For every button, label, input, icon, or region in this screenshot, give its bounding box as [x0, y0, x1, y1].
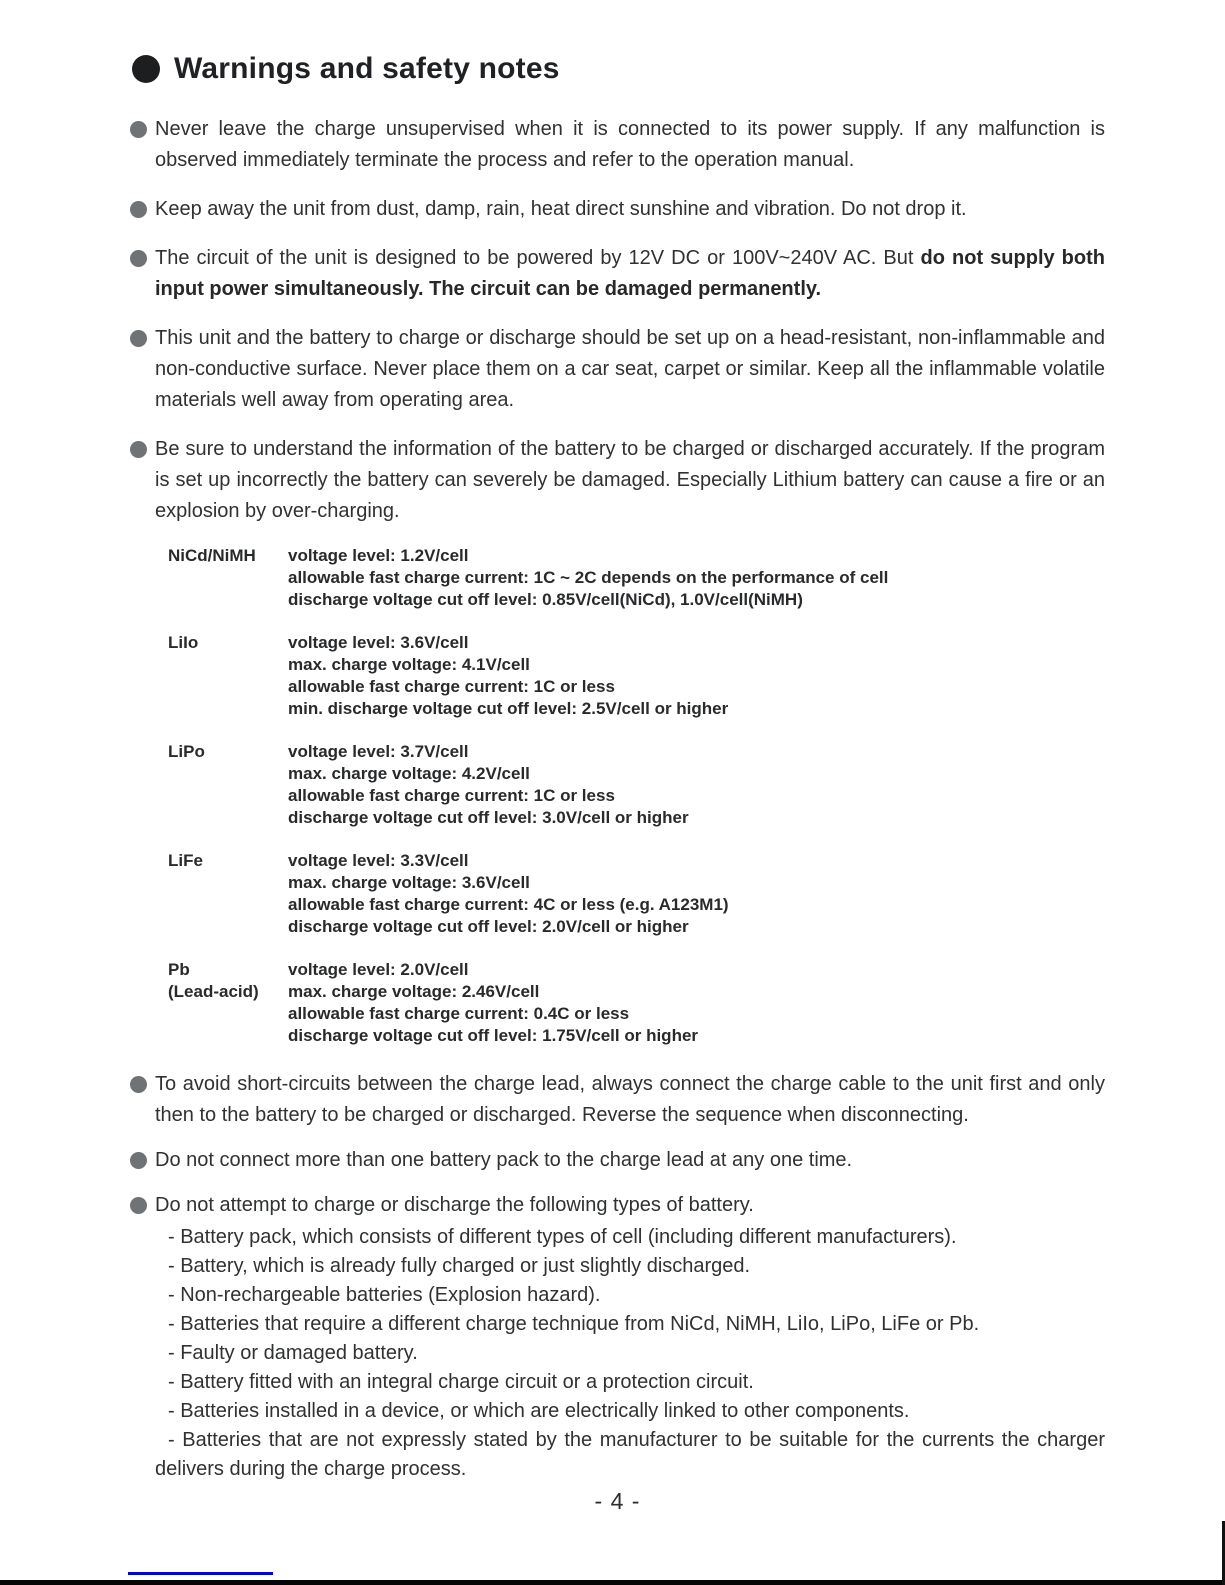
- spec-line: max. charge voltage: 4.2V/cell: [288, 764, 530, 783]
- spec-line: voltage level: 3.7V/cell: [288, 742, 469, 761]
- battery-spec-list: [168, 545, 1105, 1047]
- bullet-icon: [130, 121, 147, 138]
- battery-spec-nicd-nimh: [168, 545, 1105, 611]
- battery-spec-lines: [288, 850, 1105, 938]
- bullet-icon: [130, 201, 147, 218]
- warning-item: [130, 1069, 1105, 1131]
- spec-line: voltage level: 1.2V/cell: [288, 546, 469, 565]
- bullet-icon: [130, 1076, 147, 1093]
- bullet-icon: [130, 330, 147, 347]
- spec-line: discharge voltage cut off level: 3.0V/cell or higher: [288, 808, 689, 827]
- list-item: - Battery, which is already fully charged or just slightly discharged.: [168, 1255, 751, 1277]
- warning-text: Be sure to understand the information of the battery to be charged or discharged accurately. If the program is set up incorrectly the battery can severely be damaged. Especially Lithium battery can cause a fire or an explosion by over-charging.: [155, 438, 1105, 522]
- battery-spec-pb: [168, 959, 1105, 1047]
- warning-text-normal: The circuit of the unit is designed to be powered by 12V DC or 100V~240V AC. But: [155, 247, 921, 269]
- battery-type-label: [168, 632, 288, 720]
- spec-line: voltage level: 2.0V/cell: [288, 960, 469, 979]
- list-item: - Battery fitted with an integral charge circuit or a protection circuit.: [168, 1371, 754, 1393]
- warning-text: Never leave the charge unsupervised when it is connected to its power supply. If any malfunction is observed immediately terminate the process and refer to the operation manual.: [155, 118, 1105, 171]
- bullet-icon: [130, 441, 147, 458]
- bullet-icon: [130, 1197, 147, 1214]
- spec-line: max. charge voltage: 3.6V/cell: [288, 873, 530, 892]
- warning-text: Keep away the unit from dust, damp, rain, heat direct sunshine and vibration. Do not drop it.: [155, 198, 967, 220]
- spec-line: discharge voltage cut off level: 2.0V/cell or higher: [288, 917, 689, 936]
- spec-line: allowable fast charge current: 1C ~ 2C depends on the performance of cell: [288, 568, 889, 587]
- spec-line: allowable fast charge current: 0.4C or less: [288, 1004, 630, 1023]
- list-item: - Batteries that require a different charge technique from NiCd, NiMH, LiIo, LiPo, LiFe or Pb.: [168, 1313, 980, 1335]
- warning-text: To avoid short-circuits between the charge lead, always connect the charge cable to the unit first and only then to the battery to be charged or discharged. Reverse the sequence when disconnecting.: [155, 1073, 1105, 1126]
- battery-spec-lines: [288, 959, 1105, 1047]
- page-content: [130, 52, 1105, 1515]
- spec-line: allowable fast charge current: 1C or less: [288, 786, 615, 805]
- battery-type: NiCd/NiMH: [168, 546, 256, 565]
- warning-text: [155, 243, 1105, 305]
- battery-spec-lines: [288, 545, 1105, 611]
- battery-type: LiFe: [168, 851, 203, 870]
- list-item: - Batteries that are not expressly stated by the manufacturer to be suitable for the currents the charger delivers during the charge process.: [155, 1429, 1105, 1480]
- battery-type-label: [168, 545, 288, 611]
- restricted-battery-list: [155, 1223, 1105, 1484]
- battery-type: LiIo: [168, 633, 199, 652]
- battery-spec-lines: [288, 632, 1105, 720]
- spec-line: allowable fast charge current: 4C or less (e.g. A123M1): [288, 895, 729, 914]
- battery-spec-liio: [168, 632, 1105, 720]
- list-item: - Non-rechargeable batteries (Explosion hazard).: [168, 1284, 601, 1306]
- spec-line: discharge voltage cut off level: 1.75V/cell or higher: [288, 1026, 699, 1045]
- spec-line: min. discharge voltage cut off level: 2.5V/cell or higher: [288, 699, 729, 718]
- spec-line: max. charge voltage: 2.46V/cell: [288, 982, 540, 1001]
- spec-line: voltage level: 3.6V/cell: [288, 633, 469, 652]
- footer-blue-line: [128, 1572, 273, 1575]
- warning-text: This unit and the battery to charge or discharge should be set up on a head-resistant, non-inflammable and non-conductive surface. Never place them on a car seat, carpet or similar. Keep all the inflammable volatile materials well away from operating area.: [155, 327, 1105, 411]
- bullet-icon: [130, 1152, 147, 1169]
- list-item: - Batteries installed in a device, or which are electrically linked to other components.: [168, 1400, 910, 1422]
- spec-line: max. charge voltage: 4.1V/cell: [288, 655, 530, 674]
- warning-text-bold: do not supply both input power simultaneously. The circuit can be damaged permanently.: [155, 247, 1105, 300]
- section-bullet-icon: [132, 55, 160, 83]
- battery-spec-lipo: [168, 741, 1105, 829]
- spec-line: allowable fast charge current: 1C or less: [288, 677, 615, 696]
- battery-type-label: [168, 741, 288, 829]
- battery-spec-lines: [288, 741, 1105, 829]
- warning-item: [130, 1145, 1105, 1176]
- warning-item: [130, 194, 1105, 225]
- battery-type-label: [168, 959, 288, 1047]
- battery-type: LiPo: [168, 742, 205, 761]
- battery-type: Pb: [168, 960, 190, 979]
- battery-type-sub: (Lead-acid): [168, 982, 259, 1001]
- warning-item: [130, 434, 1105, 527]
- warning-item: [130, 323, 1105, 416]
- warning-item: [130, 1190, 1105, 1221]
- warning-item: [130, 114, 1105, 176]
- section-header: [132, 52, 1105, 86]
- bottom-border: [0, 1580, 1225, 1585]
- spec-line: discharge voltage cut off level: 0.85V/cell(NiCd), 1.0V/cell(NiMH): [288, 590, 803, 609]
- page-number: - 4 -: [594, 1488, 641, 1514]
- list-item: - Faulty or damaged battery.: [168, 1342, 418, 1364]
- list-item: - Battery pack, which consists of different types of cell (including different manufacturers).: [168, 1226, 957, 1248]
- warning-item: [130, 243, 1105, 305]
- warning-text: Do not connect more than one battery pack to the charge lead at any one time.: [155, 1149, 853, 1171]
- spec-line: voltage level: 3.3V/cell: [288, 851, 469, 870]
- warning-text: Do not attempt to charge or discharge the following types of battery.: [155, 1194, 754, 1216]
- bullet-icon: [130, 250, 147, 267]
- page-title: Warnings and safety notes: [174, 52, 560, 85]
- battery-type-label: [168, 850, 288, 938]
- battery-spec-life: [168, 850, 1105, 938]
